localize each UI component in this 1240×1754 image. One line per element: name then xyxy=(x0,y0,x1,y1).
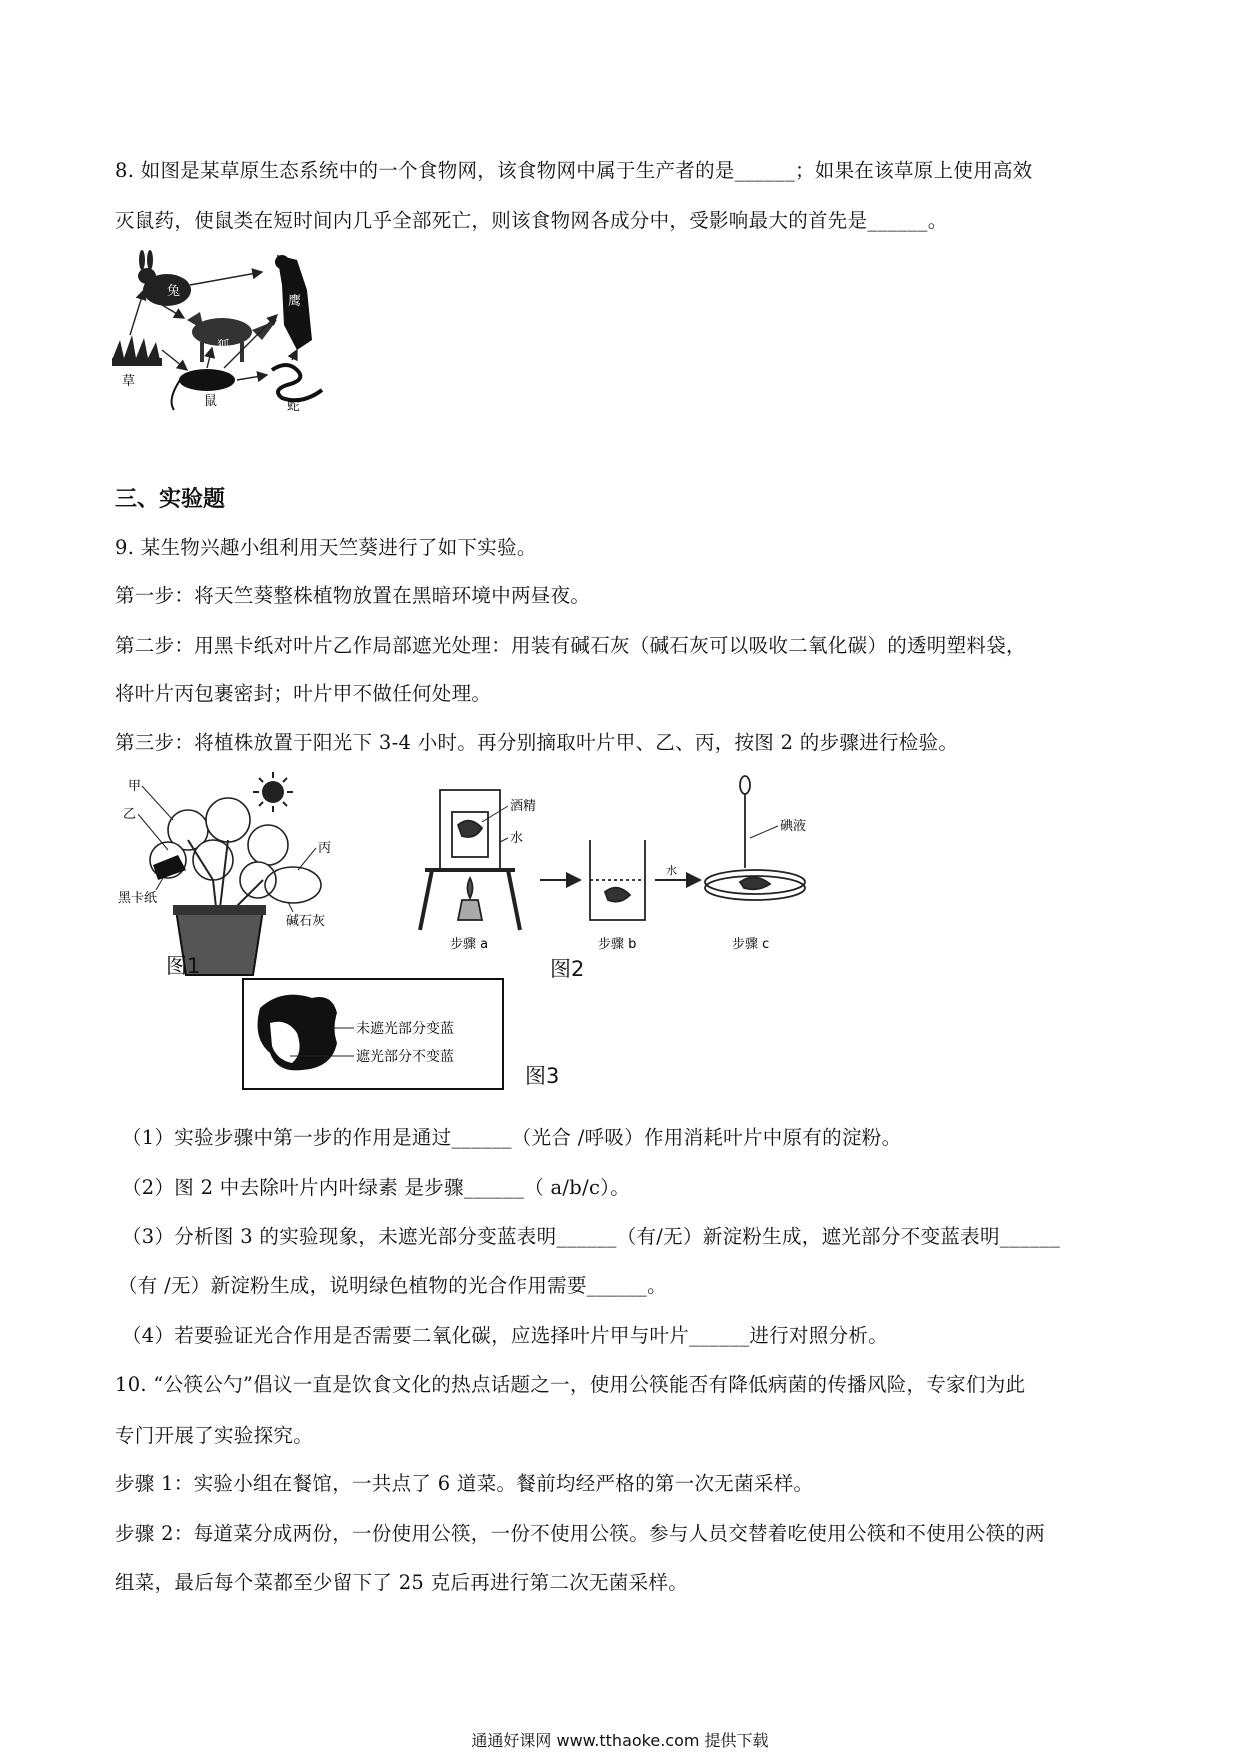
label-unshaded: 未遮光部分变蓝 xyxy=(356,1021,454,1037)
label-water-arrow: 水 xyxy=(666,864,677,877)
label-step-b: 步骤 b xyxy=(598,937,637,950)
figure-1-plant xyxy=(118,770,368,980)
section-title: 三、实验题 xyxy=(115,487,226,512)
sun-icon xyxy=(253,772,293,812)
q9-sub3-line2: （有 /无）新淀粉生成，说明绿色植物的光合作用需要______。 xyxy=(118,1274,667,1297)
label-yi: 乙 xyxy=(123,807,137,822)
label-black-card: 黑卡纸 xyxy=(118,891,158,906)
label-jia: 甲 xyxy=(128,779,142,794)
figure-2-caption: 图2 xyxy=(550,957,585,981)
label-soda-lime: 碱石灰 xyxy=(286,914,326,929)
q9-step1: 第一步：将天竺葵整株植物放置在黑暗环境中两昼夜。 xyxy=(115,584,591,607)
q9-sub3-line1: （3）分析图 3 的实验现象，未遮光部分变蓝表明______（有/无）新淀粉生成，遮光部分不变蓝表明______ xyxy=(122,1225,1061,1248)
beaker-icon xyxy=(590,840,645,920)
label-iodine: 碘液 xyxy=(780,819,807,834)
label-fox: 狐 xyxy=(217,339,231,354)
q10-line1: 10. “公筷公勺”倡议一直是饮食文化的热点话题之一，使用公筷能否有降低病菌的传播风险，专家们为此 xyxy=(115,1373,1026,1396)
label-shaded: 遮光部分不变蓝 xyxy=(356,1049,454,1065)
water-bath-apparatus xyxy=(420,790,520,930)
label-rabbit: 兔 xyxy=(167,284,181,299)
q10-step2-line2: 组菜，最后每个菜都至少留下了 25 克后再进行第二次无菌采样。 xyxy=(115,1571,689,1594)
label-bing: 丙 xyxy=(318,841,332,856)
figure-3-leaf-result xyxy=(242,978,504,1090)
q9-sub1: （1）实验步骤中第一步的作用是通过______（光合 /呼吸）作用消耗叶片中原有的淀粉。 xyxy=(122,1126,902,1149)
label-snake: 蛇 xyxy=(287,399,301,414)
plant-leaves xyxy=(150,798,288,898)
q10-line2: 专门开展了实验探究。 xyxy=(115,1424,314,1447)
figure-1-caption: 图1 xyxy=(166,954,201,978)
q10-step1: 步骤 1：实验小组在餐馆，一共点了 6 道菜。餐前均经严格的第一次无菌采样。 xyxy=(115,1472,814,1495)
label-grass: 草 xyxy=(122,374,136,389)
label-eagle: 鹰 xyxy=(288,294,302,309)
label-mouse: 鼠 xyxy=(204,394,218,409)
q9-step2-line2: 将叶片丙包裹密封；叶片甲不做任何处理。 xyxy=(115,682,492,705)
q8-line-1: 8. 如图是某草原生态系统中的一个食物网，该食物网中属于生产者的是______；如果在该草原上使用高效 xyxy=(115,159,1033,182)
label-step-c: 步骤 c xyxy=(732,937,770,950)
dropper-icon xyxy=(740,776,750,868)
page-footer: 通通好课网 www.tthaoke.com 提供下载 xyxy=(471,1731,769,1750)
q9-step2-line1: 第二步：用黑卡纸对叶片乙作局部遮光处理：用装有碱石灰（碱石灰可以吸收二氧化碳）的透明塑料袋， xyxy=(115,634,1026,657)
food-web-figure xyxy=(112,250,382,460)
grass-icon xyxy=(112,335,162,366)
fox-icon xyxy=(187,312,277,362)
q8-line-2: 灭鼠药，使鼠类在短时间内几乎全部死亡，则该食物网各成分中，受影响最大的首先是______。 xyxy=(115,209,948,232)
q10-step2-line1: 步骤 2：每道菜分成两份，一份使用公筷，一份不使用公筷。参与人员交替着吃使用公筷和不使用公筷的两 xyxy=(115,1522,1046,1545)
q9-sub2: （2）图 2 中去除叶片内叶绿素 是步骤______（ a/b/c）。 xyxy=(122,1176,631,1199)
figure-3-caption: 图3 xyxy=(525,1064,560,1088)
q9-sub4: （4）若要验证光合作用是否需要二氧化碳，应选择叶片甲与叶片______进行对照分析。 xyxy=(122,1324,889,1347)
figure-2-steps xyxy=(410,770,880,950)
petri-dish-icon xyxy=(705,870,805,900)
label-step-a: 步骤 a xyxy=(450,937,489,950)
label-alcohol: 酒精 xyxy=(510,799,537,814)
q9-step3: 第三步：将植株放置于阳光下 3-4 小时。再分别摘取叶片甲、乙、丙，按图 2 的步骤进行检验。 xyxy=(115,731,959,754)
snake-icon xyxy=(272,365,322,400)
rabbit-icon xyxy=(138,250,191,306)
q9-intro: 9. 某生物兴趣小组利用天竺葵进行了如下实验。 xyxy=(115,536,537,559)
label-water: 水 xyxy=(510,831,524,846)
